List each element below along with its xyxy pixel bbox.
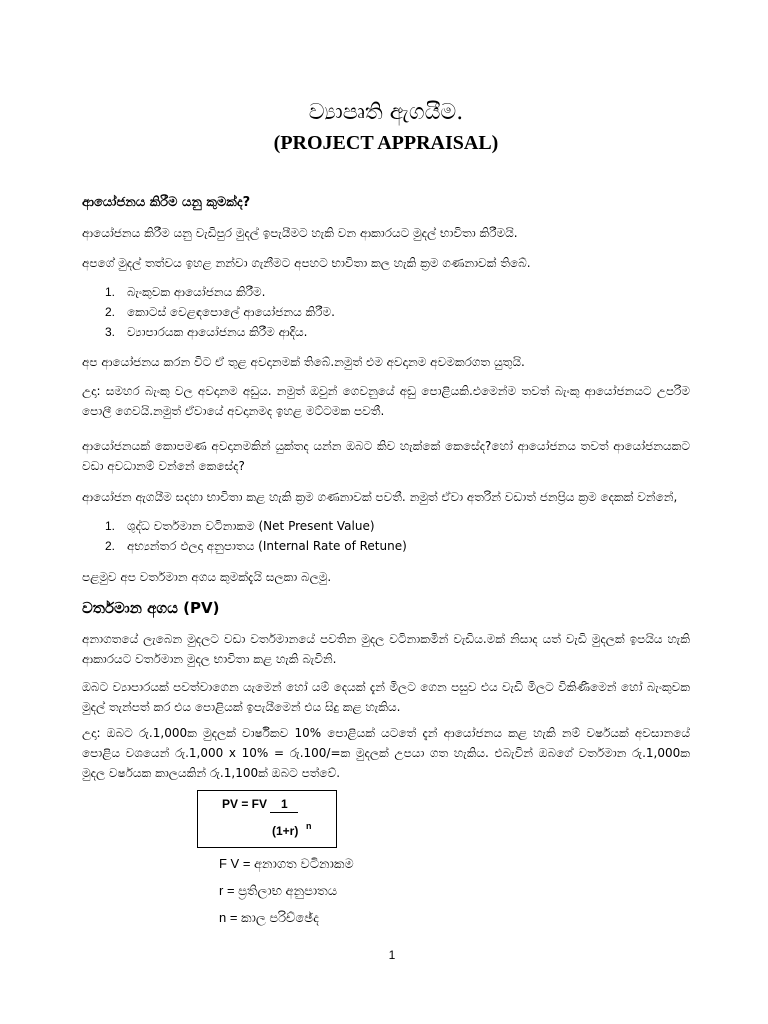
list-item	[82, 516, 690, 536]
formula-denominator: (1+r)	[272, 824, 299, 838]
legend-item-r: r = ප්‍රතිලාභ අනුපාතය	[219, 883, 338, 898]
formula-numerator: 1	[281, 797, 288, 811]
paragraph: අනාගතයේ ලැබෙන මුදලට වඩා වර්තමානයේ පවතින මුදල වටිනාකමින් වැඩිය.මක් නිසාද යත් වැඩි මුදලක් ඉපයිය හැකි ආකාරයට වර්තමාන මුදල භාවිතා කළ හැකි බැවිනි.	[82, 632, 690, 666]
section-heading-investment: ආයෝජනය කිරීම යනු කුමක්ද?	[82, 195, 251, 210]
paragraph: අපගේ මුදල් තත්වය ඉහළ නන්වා ගැනීමට අපහට භාවිතා කල හැකි ක්‍රම ගණනාවක් තිබේ.	[82, 256, 531, 270]
list-item	[82, 302, 690, 322]
section-heading-present-value: වර්තමාන අගය (PV)	[82, 599, 220, 617]
investment-methods-list	[82, 282, 690, 342]
formula-legend	[219, 850, 690, 931]
list-text: අභ්‍යන්තර ඵලදා අනුපාතය (Internal Rate of Retune)	[127, 539, 407, 553]
list-text: ව්‍යාපාරයක ආයෝජනය කිරීම ආදිය.	[127, 325, 308, 339]
list-number: 3.	[105, 325, 116, 339]
list-text: කොටස් වෙළඳපොලේ ආයෝජනය කිරීම.	[127, 305, 335, 319]
page-number: 1	[388, 948, 396, 962]
list-item	[82, 322, 690, 342]
legend-item-fv: F V = අනාගත වටිනාකම	[219, 856, 354, 871]
list-number: 1.	[105, 519, 116, 533]
formula-lhs: PV = FV	[222, 797, 268, 811]
paragraph: ආයෝජන ඇගයීම සදහා භාවිතා කළ හැකි ක්‍රම ගණනාවක් පවතී. නමුත් ඒවා අතරින් වඩාත් ජනප්‍රිය ක්‍රම දෙකක් වන්නේ,	[82, 490, 678, 504]
paragraph: පළමුව අප වර්තමාන අගය කුමක්දැයි සලකා බලමු.	[82, 570, 332, 584]
legend-item-n: n = කාල පරිච්ඡේද	[219, 910, 319, 925]
paragraph: උදා: සමහර බැංකු වල අවදානම අඩුය. නමුත් ඔවුන් ගෙවනුයේ අඩු පොළියකි.එමෙන්ම තවත් බැංකු ආයෝජනයට උපරිම පොලී ගෙවයි.නමුත් ඒවායේ අවදානමද ඉහළ මට්ටමක පවතී.	[82, 384, 690, 418]
formula-exponent: n	[306, 821, 312, 831]
paragraph: ආයෝජනයක් කොපමණ අවදානමකින් යුක්තද යන්න ඔබට කිව හැක්කේ කෙසේද?හෝ ආයෝජනය තවත් ආයෝජනයකට වඩා අවධානම් වන්නේ කෙසේද?	[82, 439, 690, 473]
list-number: 2.	[105, 539, 116, 553]
paragraph: උදා: ඔබට රු.1,000ක මුදලක් වාර්ෂිකව 10% පොළියක් යටතේ දැන් ආයෝජනය කළ හැකි නම් වර්ෂයක් අවසානයේ පොළිය වශයෙන් රු.1,000 x 10% = රු.100/=ක මුදලක් උපයා ගත හැකිය. එබැවින් ඔබගේ වර්තමාන රු.1,000ක මුදල වර්ෂයක කාලයකින් රු.1,100ක් ඔබට පත්වේ.	[82, 726, 690, 780]
list-number: 1.	[105, 285, 116, 299]
appraisal-methods-list	[82, 516, 690, 556]
document-title: ව්‍යාපෘති ඇගයීම.	[308, 100, 464, 125]
document-subtitle: (PROJECT APPRAISAL)	[273, 132, 499, 154]
fraction-bar	[270, 812, 298, 813]
list-text: ශුද්ධ වර්තමාන වටිනාකම (Net Present Value)	[127, 519, 375, 533]
page-content	[82, 0, 690, 931]
paragraph: අප ආයෝජනය කරන විට ඒ තුළ අවදානමක් තිබේ.නමුත් එම අවදානම අවමකරගත යුතුයි.	[82, 355, 525, 369]
pv-formula-box	[197, 790, 337, 848]
paragraph: ආයෝජනය කිරීම යනු වැඩිපුර මුදල් ඉපැයීමට හැකි වන ආකාරයට මුදල් භාවිතා කිරීමයි.	[82, 226, 518, 240]
list-item	[82, 282, 690, 302]
list-text: බැංකුවක ආයෝජනය කිරීම.	[127, 285, 266, 299]
list-item	[82, 536, 690, 556]
list-number: 2.	[105, 305, 116, 319]
paragraph: ඔබට ව්‍යාපාරයක් පවත්වාගෙන යැමෙන් හෝ යම් දෙයක් දැන් මිලට ගෙන පසුව එය වැඩි මිලට විකිණීමෙන් හෝ බැංකුවක මුදල් තැන්පත් කර එය පොළියක් ඉපැයීමෙන් එය සිදු කළ හැකිය.	[82, 680, 690, 714]
